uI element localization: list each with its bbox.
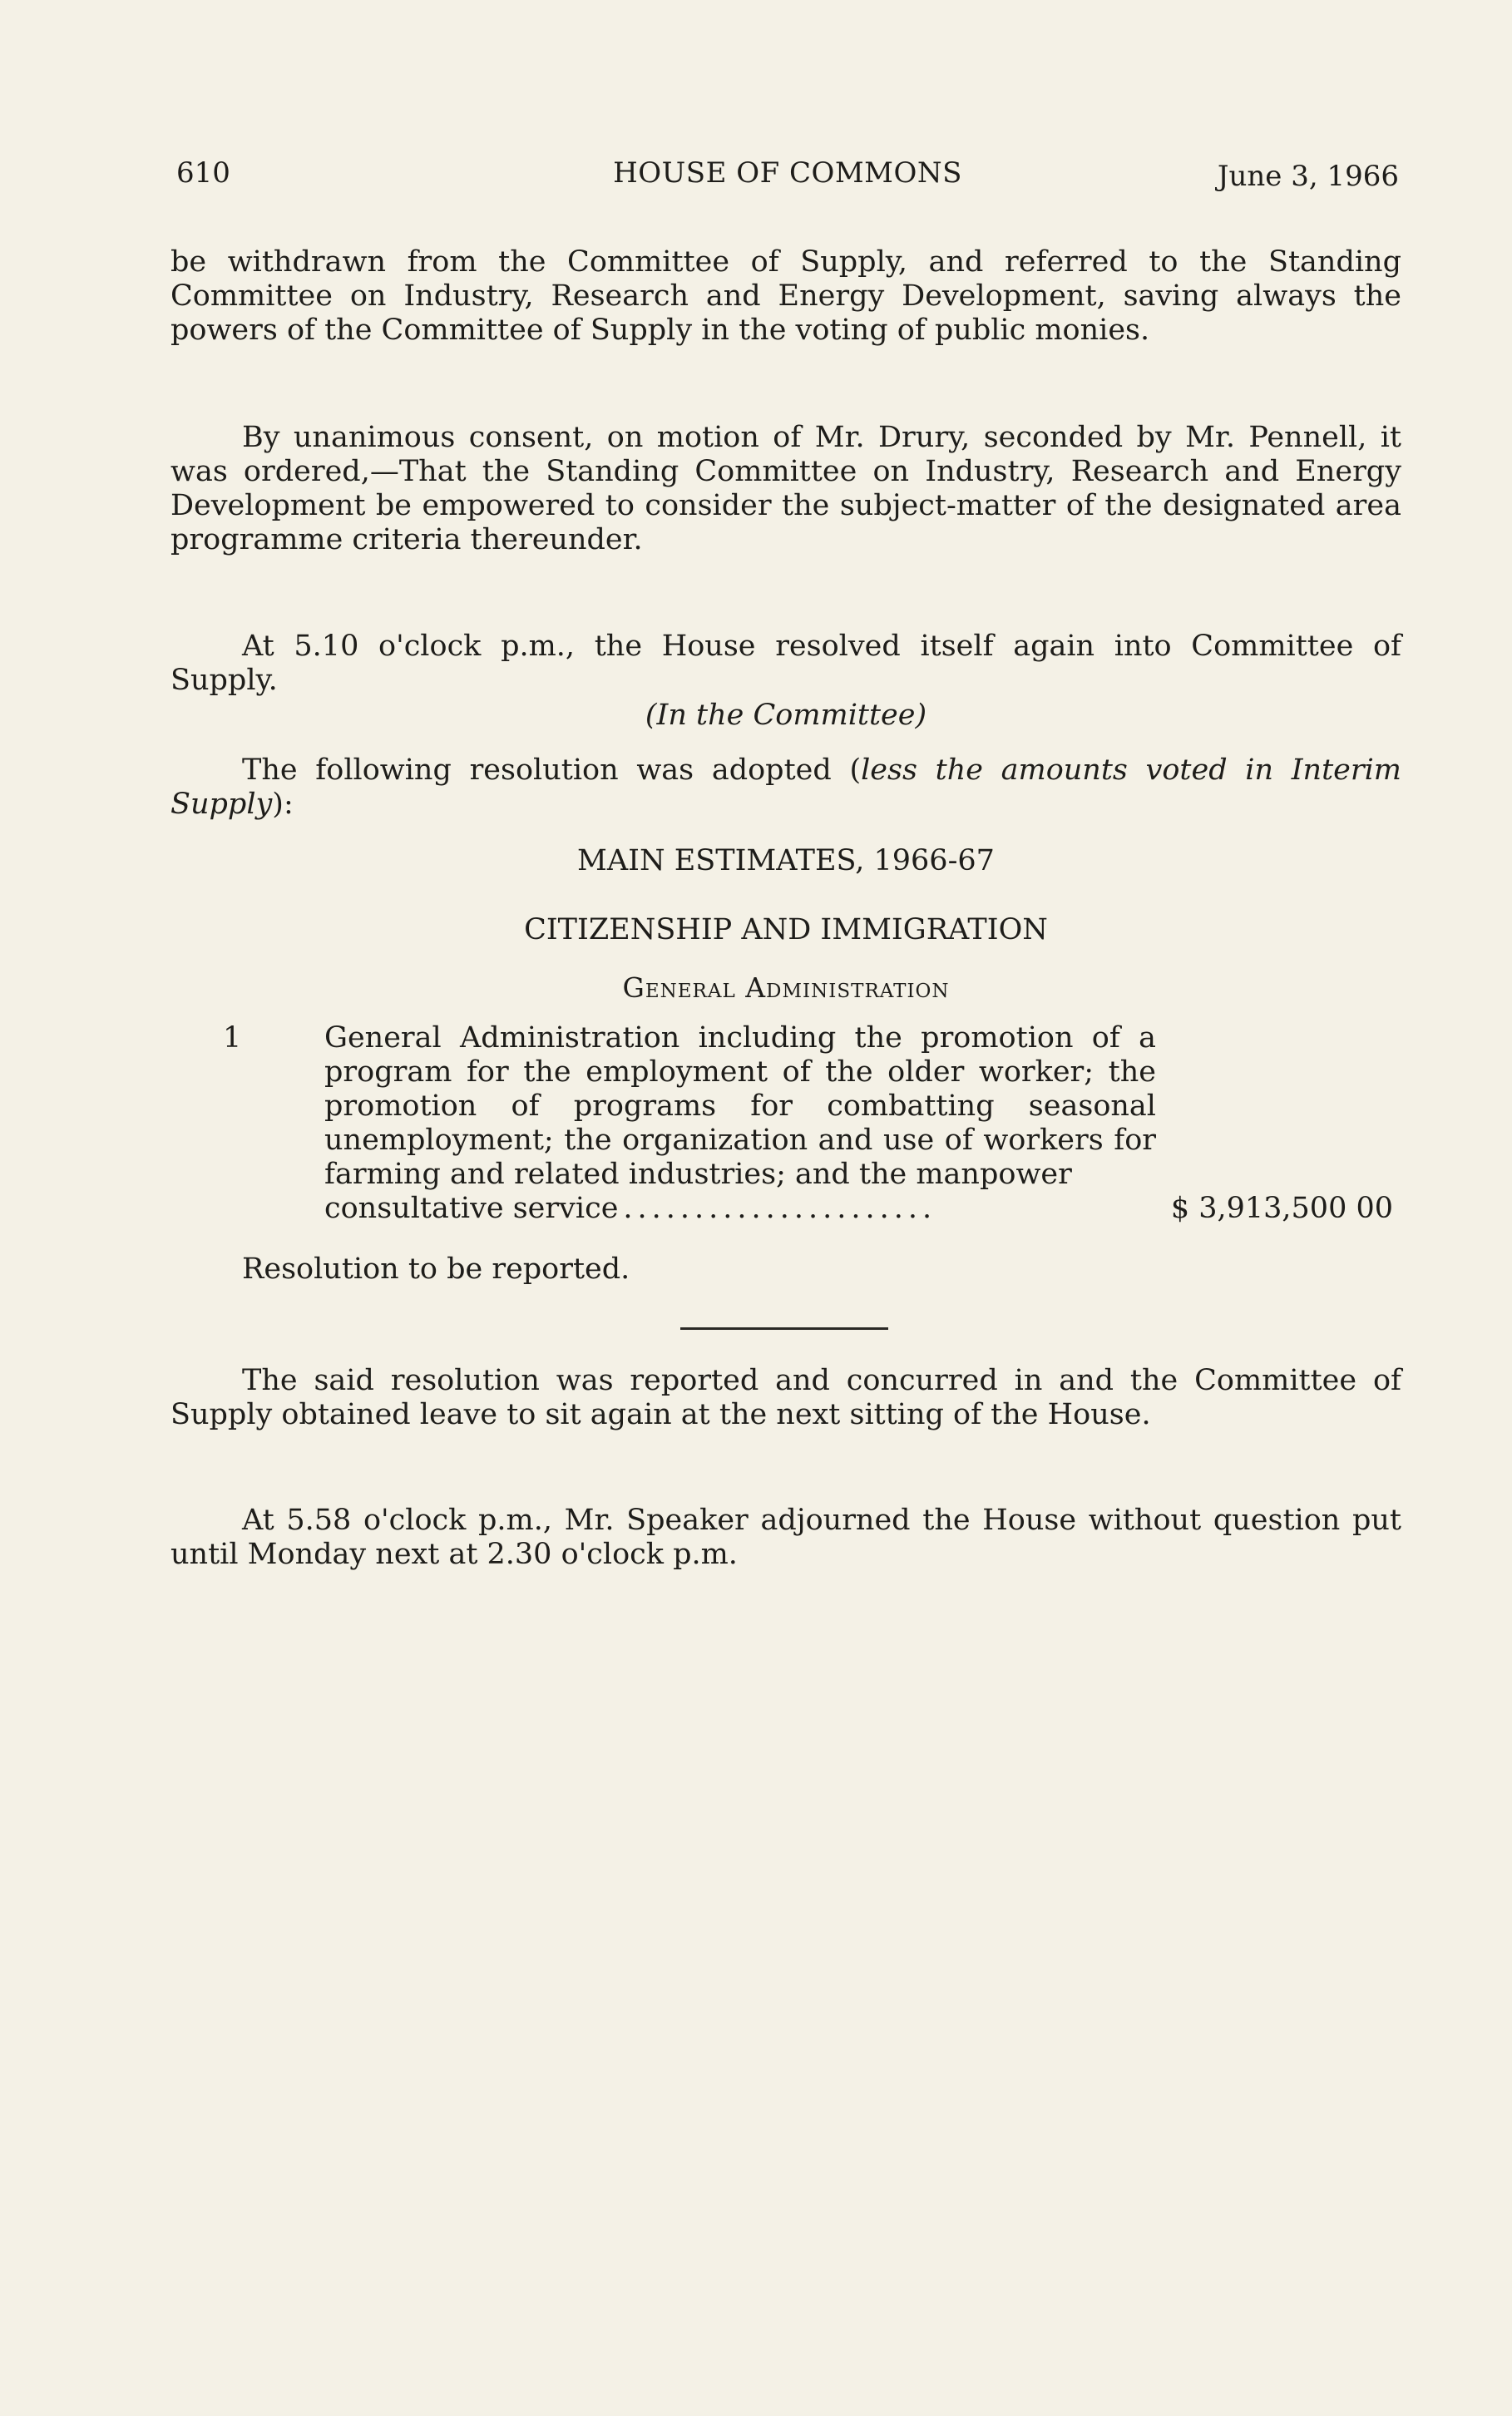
paragraph-unanimous-consent: By unanimous consent, on motion of Mr. Drury, seconded by Mr. Pennell, it was ordered,—That the Standing Committee on Industry, Research and Energy Development be empowered to consider the subject-matter of the designated area programme criteria thereunder.	[170, 421, 1401, 556]
paragraph-resolution-concurred: The said resolution was reported and concurred in and the Committee of Supply obtained leave to sit again at the next sitting of the House.	[170, 1364, 1401, 1431]
resolution-adopted-text: The following resolution was adopted (	[242, 753, 862, 787]
section-heading: General Administration	[622, 971, 950, 1004]
item-number: 1	[223, 1021, 242, 1055]
paragraph-withdrawn: be withdrawn from the Committee of Supply, and referred to the Standing Committee on Industry, Research and Energy Development, saving always the powers of the Committee of Supply in the voting of public monies.	[170, 245, 1401, 347]
item-last-line: consultative service	[324, 1192, 619, 1225]
item-amount-row	[324, 1192, 1393, 1226]
item-amount: $ 3,913,500 00	[1170, 1192, 1393, 1225]
page-number: 610	[176, 156, 230, 190]
resolution-to-be-reported: Resolution to be reported.	[242, 1252, 630, 1286]
paragraph-committee-of-supply: At 5.10 o'clock p.m., the House resolved itself again into Committee of Supply.	[170, 630, 1401, 697]
page-date: June 3, 1966	[1217, 160, 1399, 193]
estimates-heading: MAIN ESTIMATES, 1966-67	[577, 844, 995, 877]
paragraph-adjournment: At 5.58 o'clock p.m., Mr. Speaker adjourned the House without question put until Monday next at 2.30 o'clock p.m.	[170, 1504, 1401, 1571]
section-divider	[680, 1327, 888, 1330]
item-description: General Administration including the promotion of a program for the employment of the older worker; the promotion of programs for combatting seasonal unemployment; the organization and use of workers for farming and related industries; and the manpower	[324, 1021, 1156, 1191]
paragraph-resolution-adopted	[170, 753, 1401, 822]
dot-leader: ......................	[623, 1192, 937, 1225]
in-committee-heading: (In the Committee)	[645, 699, 927, 732]
page-header	[176, 156, 1399, 198]
department-heading: CITIZENSHIP AND IMMIGRATION	[524, 913, 1048, 946]
item-body	[324, 1021, 1393, 1226]
interim-supply-italic: less the amounts voted in Interim Supply	[170, 753, 1401, 821]
resolution-adopted-end: ):	[272, 788, 294, 821]
page-title: HOUSE OF COMMONS	[613, 156, 962, 190]
